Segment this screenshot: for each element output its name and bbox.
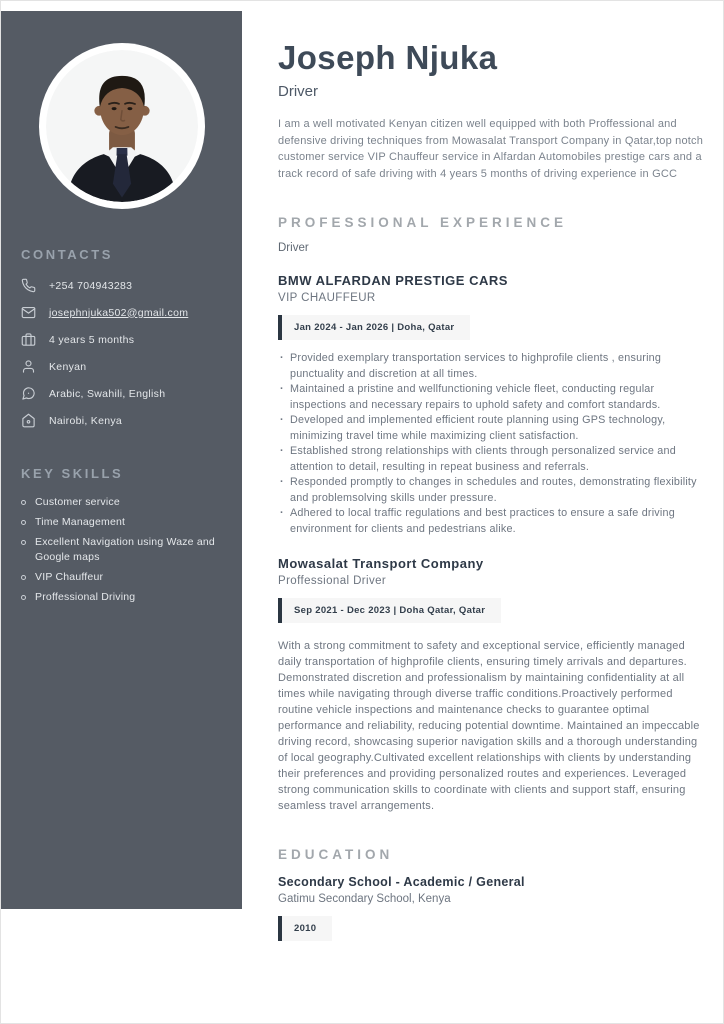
- job-bullet: · Maintained a pristine and wellfunctioning vehicle fleet, conducting regular inspections and necessary repairs to uphold safety and comfort standards.: [278, 382, 704, 413]
- nationality: Kenyan: [49, 360, 87, 373]
- skill-item: [21, 535, 222, 565]
- job-description: With a strong commitment to safety and exceptional service, efficiently managed daily transportation of highprofile clients, ensuring timely arrivals and departures. Demonstrated discretion and professionalism by maintaining confidentiality at all times while navigating through diverse traffic conditions.Proactively performed routine vehicle inspections and maintenance checks to guarantee optimal performance and reliability, reducing potential downtime. Maintained an impeccable driving record, showcasing superior navigation skills and a thorough understanding of local geography.Cultivated excellent relationships with clients by understanding their preferences and providing personalized routes and experiences. Leveraged strong communication skills to coordinate with clients and support staff, ensuring seamless travel arrangements.: [278, 640, 700, 812]
- main-column: [278, 39, 704, 941]
- experience-subheading: Driver: [278, 242, 309, 254]
- sidebar: [1, 11, 242, 909]
- skill-label: Proffessional Driving: [35, 591, 136, 603]
- bullet-circle-icon: [21, 540, 26, 545]
- job-role: Proffessional Driver: [278, 575, 387, 587]
- briefcase-icon: [21, 332, 36, 347]
- contact-phone: [21, 278, 222, 293]
- person-icon: [21, 359, 36, 374]
- education-year-badge: 2010: [278, 916, 332, 941]
- job-bullet: · Provided exemplary transportation services to highprofile clients , ensuring punctuality and discretion at all times.: [278, 351, 704, 382]
- phone-icon: [21, 278, 36, 293]
- job-entry: [278, 556, 704, 814]
- job-company: BMW ALFARDAN PRESTIGE CARS: [278, 273, 508, 288]
- skill-item: [21, 515, 222, 530]
- skill-label: Customer service: [35, 496, 120, 508]
- job-dates-badge: Sep 2021 - Dec 2023 | Doha Qatar, Qatar: [278, 598, 501, 623]
- job-entry: [278, 273, 704, 537]
- skill-label: Excellent Navigation using Waze and Google maps: [35, 536, 215, 563]
- contact-list: [21, 278, 222, 428]
- bullet-circle-icon: [21, 520, 26, 525]
- job-bullet: · Developed and implemented efficient route planning using GPS technology, minimizing travel time while maximizing client satisfaction.: [278, 413, 704, 444]
- job-bullet-list: [278, 351, 704, 537]
- profile-summary: I am a well motivated Kenyan citizen well equipped with both Proffessional and defensive driving techniques from Mowasalat Transport Company in Qatar,top notch customer service VIP Chauffeur service in Alfardan Automobiles prestige cars and a track record of safe driving with 4 years 5 months of driving experience in GCC: [278, 118, 704, 180]
- skill-item: [21, 590, 222, 605]
- home-icon: [21, 413, 36, 428]
- education-degree: Secondary School - Academic / General: [278, 875, 525, 889]
- contact-location: [21, 413, 222, 428]
- person-name: Joseph Njuka: [278, 39, 498, 76]
- phone-number: +254 704943283: [49, 279, 133, 292]
- email-icon: [21, 305, 36, 320]
- education-heading: EDUCATION: [278, 847, 394, 862]
- bullet-circle-icon: [21, 575, 26, 580]
- language-icon: [21, 386, 36, 401]
- skill-label: Time Management: [35, 516, 126, 528]
- education-section: [278, 847, 704, 941]
- location: Nairobi, Kenya: [49, 414, 123, 427]
- job-company: Mowasalat Transport Company: [278, 556, 484, 571]
- profile-photo: [39, 43, 205, 209]
- email-link[interactable]: josephnjuka502@gmail.com: [49, 306, 189, 319]
- bullet-circle-icon: [21, 500, 26, 505]
- job-bullet: · Responded promptly to changes in schedules and routes, demonstrating flexibility and problemsolving skills under pressure.: [278, 475, 704, 506]
- contact-languages: [21, 386, 222, 401]
- contact-experience-duration: [21, 332, 222, 347]
- profile-photo-image: [46, 50, 198, 202]
- contact-email: [21, 305, 222, 320]
- person-title: Driver: [278, 83, 318, 100]
- skills-list: [21, 495, 222, 605]
- contacts-heading: CONTACTS: [21, 247, 114, 262]
- education-school: Gatimu Secondary School, Kenya: [278, 893, 451, 905]
- key-skills-heading: KEY SKILLS: [21, 466, 124, 481]
- bullet-circle-icon: [21, 595, 26, 600]
- contacts-section: [1, 247, 242, 428]
- job-role: VIP CHAUFFEUR: [278, 292, 376, 304]
- experience-heading: PROFESSIONAL EXPERIENCE: [278, 215, 568, 230]
- job-dates-badge: Jan 2024 - Jan 2026 | Doha, Qatar: [278, 315, 470, 340]
- skill-label: VIP Chauffeur: [35, 571, 104, 583]
- key-skills-section: [1, 466, 242, 605]
- languages: Arabic, Swahili, English: [49, 387, 166, 400]
- skill-item: [21, 495, 222, 510]
- job-bullet: · Adhered to local traffic regulations and best practices to ensure a safe driving environment for clients and pedestrians alike.: [278, 506, 704, 537]
- portrait-illustration: [46, 50, 198, 202]
- experience-duration: 4 years 5 months: [49, 333, 135, 346]
- job-bullet: · Established strong relationships with clients through personalized service and attention to detail, resulting in repeat business and referrals.: [278, 444, 704, 475]
- skill-item: [21, 570, 222, 585]
- contact-nationality: [21, 359, 222, 374]
